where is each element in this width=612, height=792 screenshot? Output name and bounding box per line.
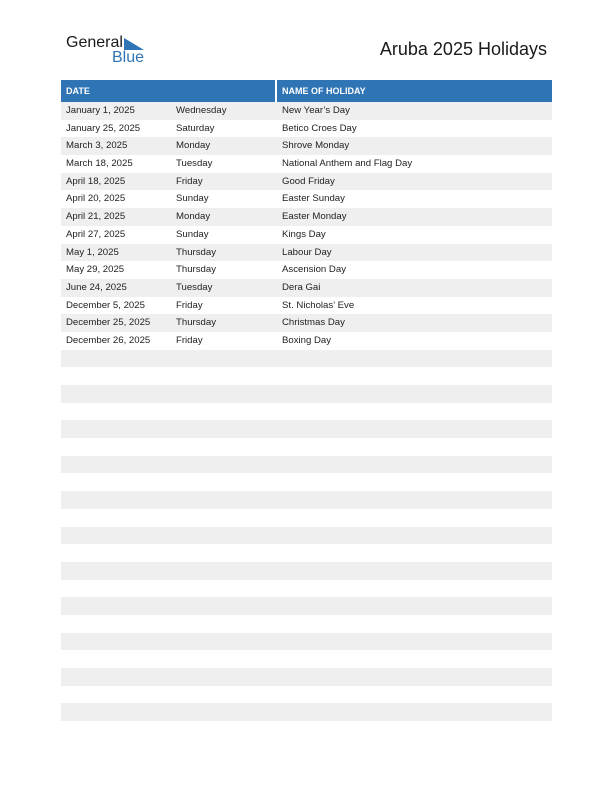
cell-holiday-name: [277, 544, 282, 562]
cell-date: [61, 615, 176, 633]
cell-holiday-name: [277, 473, 282, 491]
cell-date: January 1, 2025: [66, 105, 135, 116]
cell-date: [61, 650, 176, 668]
table-row: [61, 244, 552, 262]
cell-weekday: [176, 367, 277, 385]
cell-holiday-name: [277, 562, 282, 580]
cell-weekday: Thursday: [176, 317, 216, 329]
cell-holiday-name: [277, 668, 282, 686]
cell-date: May 29, 2025: [66, 264, 125, 276]
table-row: [61, 279, 552, 297]
cell-holiday-name: [277, 385, 282, 403]
cell-date: December 25, 2025: [66, 317, 151, 329]
cell-holiday-name: [277, 597, 282, 615]
table-row: [61, 420, 552, 438]
table-row: [61, 367, 552, 385]
cell-holiday-name: Shrove Monday: [282, 140, 350, 152]
cell-date: [61, 544, 176, 562]
cell-date: [61, 686, 176, 704]
table-row: [61, 615, 552, 633]
cell-date: January 25, 2025: [66, 122, 141, 134]
table-row: [61, 633, 552, 651]
holiday-table: [61, 80, 552, 739]
cell-holiday-name: [277, 633, 282, 651]
cell-weekday: [176, 721, 277, 739]
cell-holiday-name: Boxing Day: [282, 334, 332, 346]
table-row: [61, 385, 552, 403]
cell-holiday-name: National Anthem and Flag Day: [282, 158, 413, 170]
generalblue-logo: [66, 34, 156, 68]
cell-date: [61, 403, 176, 421]
table-row: [61, 438, 552, 456]
cell-weekday: Friday: [176, 175, 203, 187]
cell-weekday: Sunday: [176, 193, 209, 205]
cell-date: [61, 350, 176, 368]
table-row: [61, 155, 552, 173]
table-row: [61, 491, 552, 509]
table-row: [61, 102, 552, 120]
column-header-holiday-name: NAME OF HOLIDAY: [282, 86, 366, 96]
cell-weekday: [176, 403, 277, 421]
cell-date: [61, 438, 176, 456]
cell-date: June 24, 2025: [66, 281, 127, 293]
cell-date: [61, 721, 176, 739]
cell-weekday: [176, 580, 277, 598]
cell-date: March 18, 2025: [66, 158, 133, 170]
cell-weekday: [176, 456, 277, 474]
cell-holiday-name: Betico Croes Day: [282, 122, 357, 134]
cell-date: [61, 491, 176, 509]
table-row: [61, 527, 552, 545]
cell-weekday: Monday: [176, 140, 211, 152]
table-row: [61, 597, 552, 615]
cell-date: April 27, 2025: [66, 228, 126, 240]
cell-date: May 1, 2025: [66, 246, 119, 258]
table-row: [61, 562, 552, 580]
logo-word-general: General: [66, 34, 123, 51]
cell-holiday-name: Kings Day: [282, 228, 326, 240]
cell-weekday: [176, 420, 277, 438]
cell-date: [61, 527, 176, 545]
table-row: [61, 703, 552, 721]
cell-holiday-name: Easter Sunday: [282, 193, 345, 205]
cell-date: [61, 420, 176, 438]
cell-date: [61, 367, 176, 385]
table-row: [61, 314, 552, 332]
table-body: [61, 102, 552, 739]
logo-word-blue: Blue: [112, 49, 145, 66]
cell-weekday: [176, 703, 277, 721]
cell-weekday: [176, 438, 277, 456]
table-row: [61, 173, 552, 191]
cell-holiday-name: [277, 615, 282, 633]
table-row: [61, 403, 552, 421]
cell-holiday-name: New Year’s Day: [282, 105, 350, 116]
cell-holiday-name: [277, 527, 282, 545]
cell-date: April 21, 2025: [66, 211, 126, 223]
table-row: [61, 190, 552, 208]
table-row: [61, 350, 552, 368]
cell-date: [61, 562, 176, 580]
table-row: [61, 721, 552, 739]
table-row: [61, 261, 552, 279]
cell-weekday: Tuesday: [176, 158, 213, 170]
cell-weekday: [176, 509, 277, 527]
cell-weekday: [176, 491, 277, 509]
cell-holiday-name: [277, 367, 282, 385]
cell-holiday-name: St. Nicholas’ Eve: [282, 299, 355, 311]
cell-holiday-name: [277, 438, 282, 456]
cell-holiday-name: [277, 491, 282, 509]
cell-weekday: [176, 686, 277, 704]
cell-weekday: [176, 650, 277, 668]
cell-holiday-name: Dera Gai: [282, 281, 321, 293]
cell-date: April 20, 2025: [66, 193, 126, 205]
table-row: [61, 544, 552, 562]
cell-date: March 3, 2025: [66, 140, 128, 152]
cell-weekday: [176, 668, 277, 686]
cell-holiday-name: [277, 686, 282, 704]
table-header: [61, 80, 552, 102]
table-row: [61, 137, 552, 155]
cell-holiday-name: [277, 456, 282, 474]
cell-holiday-name: [277, 580, 282, 598]
page-title: Aruba 2025 Holidays: [379, 39, 547, 59]
cell-holiday-name: [277, 703, 282, 721]
cell-date: [61, 668, 176, 686]
cell-holiday-name: [277, 650, 282, 668]
cell-date: [61, 633, 176, 651]
cell-date: December 26, 2025: [66, 334, 151, 346]
cell-date: [61, 703, 176, 721]
cell-holiday-name: [277, 420, 282, 438]
cell-holiday-name: Christmas Day: [282, 317, 345, 329]
table-row: [61, 580, 552, 598]
table-row: [61, 668, 552, 686]
cell-date: [61, 580, 176, 598]
cell-holiday-name: Ascension Day: [282, 264, 346, 276]
cell-holiday-name: Labour Day: [282, 246, 332, 258]
cell-date: December 5, 2025: [66, 299, 145, 311]
table-row: [61, 456, 552, 474]
cell-weekday: Friday: [176, 334, 203, 346]
cell-weekday: [176, 527, 277, 545]
cell-holiday-name: Easter Monday: [282, 211, 347, 223]
cell-date: [61, 473, 176, 491]
cell-date: [61, 509, 176, 527]
cell-weekday: [176, 633, 277, 651]
cell-weekday: [176, 615, 277, 633]
cell-weekday: [176, 597, 277, 615]
table-row: [61, 509, 552, 527]
cell-date: [61, 385, 176, 403]
table-row: [61, 332, 552, 350]
cell-holiday-name: Good Friday: [282, 175, 335, 187]
cell-weekday: Monday: [176, 211, 211, 223]
cell-holiday-name: [277, 721, 282, 739]
column-header-date: DATE: [61, 80, 277, 102]
cell-weekday: Thursday: [176, 246, 216, 258]
cell-weekday: Wednesday: [176, 105, 227, 116]
cell-weekday: [176, 350, 277, 368]
table-row: [61, 208, 552, 226]
cell-holiday-name: [277, 403, 282, 421]
cell-holiday-name: [277, 350, 282, 368]
table-row: [61, 473, 552, 491]
cell-weekday: [176, 385, 277, 403]
cell-weekday: Thursday: [176, 264, 216, 276]
table-row: [61, 650, 552, 668]
cell-weekday: Friday: [176, 299, 203, 311]
cell-weekday: [176, 562, 277, 580]
cell-weekday: Sunday: [176, 228, 209, 240]
cell-date: [61, 597, 176, 615]
cell-holiday-name: [277, 509, 282, 527]
cell-weekday: [176, 544, 277, 562]
table-row: [61, 226, 552, 244]
table-row: [61, 297, 552, 315]
table-row: [61, 120, 552, 138]
cell-weekday: [176, 473, 277, 491]
cell-weekday: Tuesday: [176, 281, 213, 293]
cell-date: [61, 456, 176, 474]
cell-weekday: Saturday: [176, 122, 215, 134]
table-row: [61, 686, 552, 704]
cell-date: April 18, 2025: [66, 175, 126, 187]
